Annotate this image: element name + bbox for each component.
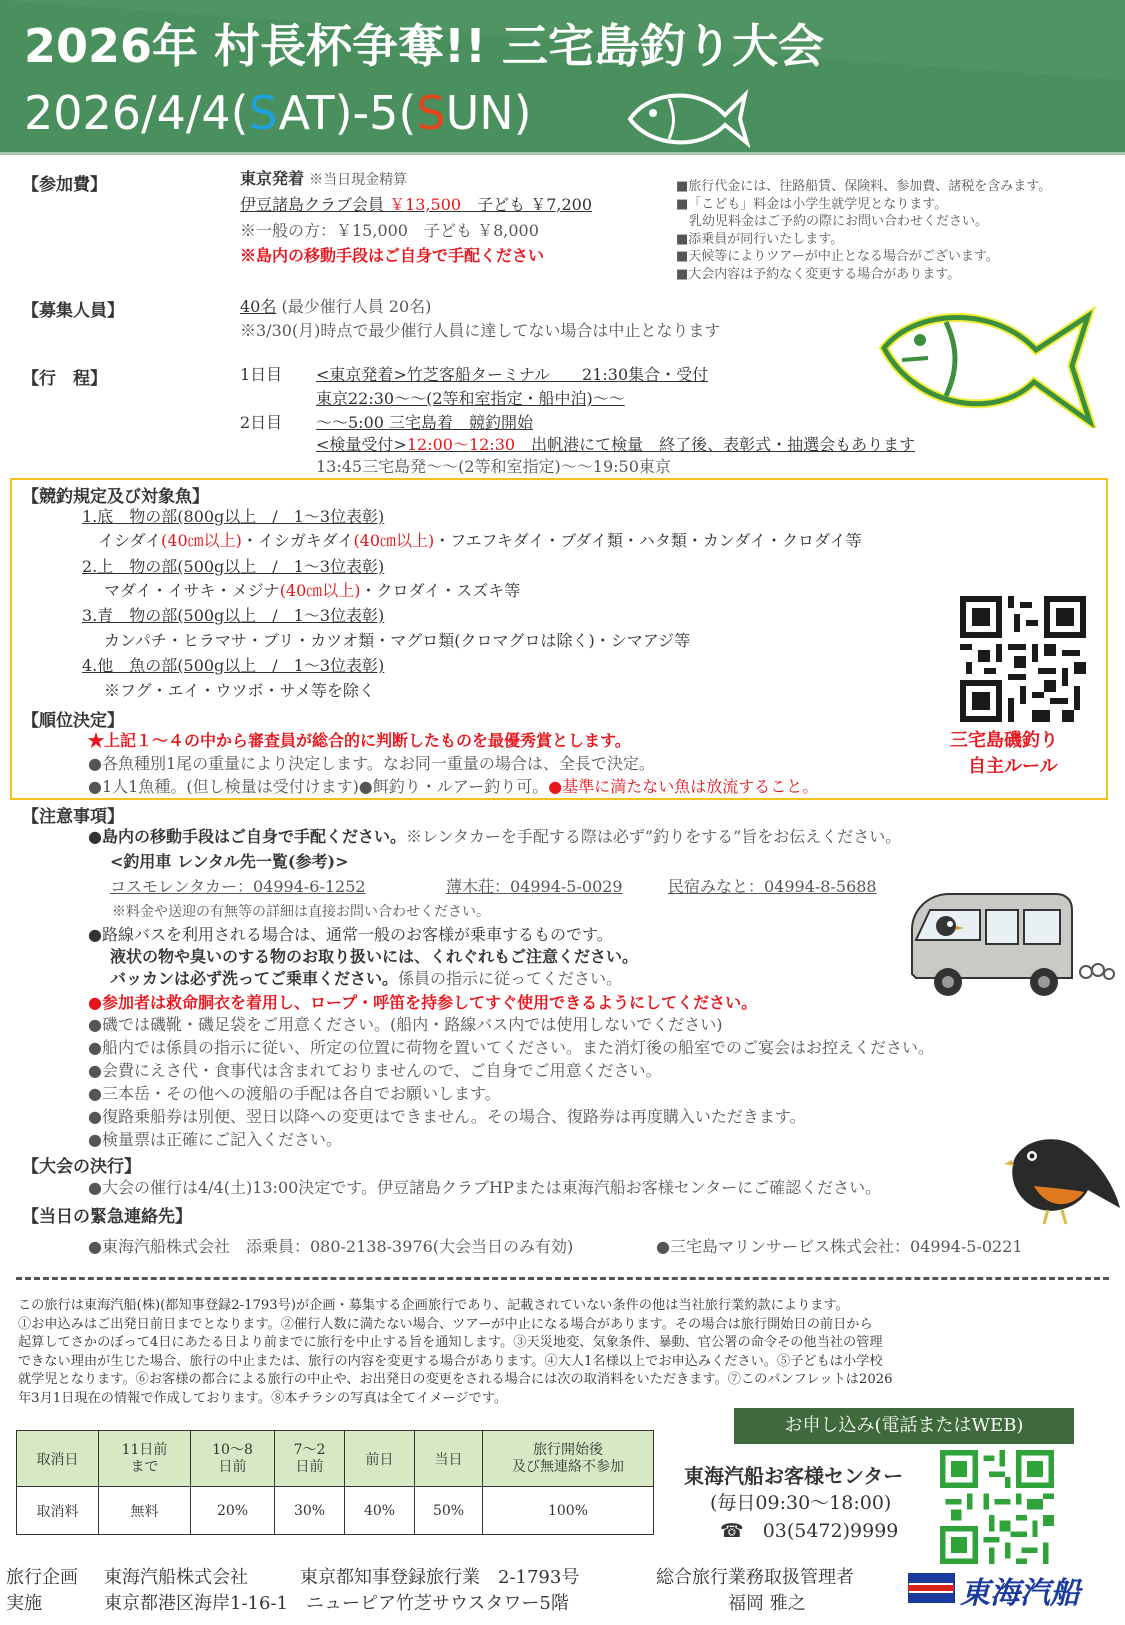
table-cell: 無料	[99, 1487, 191, 1535]
category-2-fish: マダイ・イサキ・メジナ(40㎝以上)・クロダイ・スズキ等	[104, 581, 521, 600]
fish-illustration-icon	[876, 300, 1098, 428]
day1-label: 1日目	[240, 365, 283, 384]
caution-weigh: ●検量票は正確にご記入ください。	[88, 1130, 342, 1149]
terms-block	[18, 1297, 893, 1408]
fees-member-price: 伊豆諸島クラブ会員 ￥13,500 子ども ￥7,200	[240, 195, 593, 214]
qr-code-apply-icon[interactable]	[940, 1450, 1054, 1564]
footer-registration: 東京都知事登録旅行業 2-1793号	[300, 1567, 580, 1588]
page-title: 2026年 村長杯争奪!! 三宅島釣り大会	[24, 19, 825, 73]
table-header: 7～2 日前	[275, 1431, 345, 1487]
fee-notes	[676, 178, 1051, 283]
day2-schedule-b: <検量受付>12:00～12:30 出帆港にて検量 終了後、表彰式・抽選会もあります	[316, 435, 916, 454]
category-4-title: 4.他 魚の部(500g以上 / 1～3位表彰)	[82, 656, 385, 675]
event-date: 2026/4/4(SAT)-5(SUN)	[24, 86, 532, 140]
fees-general-price: ※一般の方：￥15,000 子ども ￥8,000	[240, 221, 539, 240]
table-cell: 30%	[275, 1487, 345, 1535]
footer-manager-title: 総合旅行業務取扱管理者	[656, 1567, 854, 1588]
bird-illustration-icon	[1004, 1130, 1122, 1226]
decision-label: 【大会の決行】	[22, 1157, 141, 1177]
table-header: 前日	[345, 1431, 415, 1487]
ranking-rule-3: ●1人1魚種。(但し検量は受付けます)●餌釣り・ルアー釣り可。●基準に満たない魚は放流すること。	[88, 777, 819, 796]
cancellation-table	[16, 1430, 654, 1535]
recruit-count: 40名 (最少催行人員 20名)	[240, 297, 432, 316]
terms-line: 年3月1日現在の情報で作成しております。⑧本チラシの写真は全てイメージです。	[18, 1390, 508, 1406]
fee-note: ■旅行代金には、往路船賃、保険料、参加費、諸税を含みます。	[676, 179, 1052, 194]
rules-label: 【競釣規定及び対象魚】	[22, 487, 209, 507]
rental-cosmo: コスモレンタカー：04994-6-1252	[110, 877, 366, 896]
category-1-fish: イシダイ(40㎝以上)・イシガキダイ(40㎝以上)・フエフキダイ・ブダイ類・ハタ類・カンダイ・クロダイ等	[98, 531, 862, 550]
footer-company: 東海汽船株式会社	[104, 1567, 248, 1588]
qr-caption-line1: 三宅島磯釣り	[950, 730, 1058, 751]
decision-text: ●大会の催行は4/4(土)13:00決定です。伊豆諸島クラブHPまたは東海汽船お客様センターにご確認ください。	[88, 1178, 882, 1197]
rental-minato: 民宿みなと：04994-8-5688	[668, 877, 877, 896]
fee-note: ■大会内容は予約なく変更する場合があります。	[676, 266, 961, 282]
terms-line: できない理由が生じた場合、旅行の中止または、旅行の内容を変更する場合があります。④大人1名様以上でお申込みください。⑤子どもは小学校	[18, 1353, 883, 1369]
header-banner	[0, 0, 1125, 155]
emergency-label: 【当日の緊急連絡先】	[22, 1207, 192, 1227]
footer-manager-name: 福岡 雅之	[728, 1593, 806, 1614]
table-header: 取消日	[17, 1431, 99, 1487]
fees-label: 【参加費】	[22, 175, 107, 195]
caution-return: ●復路乗船券は別便、翌日以降への変更はできません。その場合、復路券は再度購入いただきます。	[88, 1107, 806, 1126]
recruit-label: 【募集人員】	[22, 301, 124, 321]
ranking-label: 【順位決定】	[22, 711, 124, 731]
van-illustration-icon	[906, 890, 1116, 1000]
terms-line: 就学児となります。⑥お客様の都合による旅行の中止や、お出発日の変更をされる場合には次の取消料をいただきます。⑦このパンフレットは2026	[18, 1372, 893, 1387]
day1-schedule-a: <東京発着>竹芝客船ターミナル 21:30集合・受付	[316, 365, 709, 384]
rental-usukiso: 薄木荘：04994-5-0029	[446, 877, 623, 896]
ranking-rule-2: ●各魚種別1尾の重量により決定します。なお同一重量の場合は、全長で決定。	[88, 754, 655, 773]
fee-note: 乳幼児料金はご予約の際にお問い合わせください。	[676, 214, 989, 229]
rental-list-title: <釣用車 レンタル先一覧(参考)>	[110, 852, 349, 871]
day2-schedule-c: 13:45三宅島発～～(2等和室指定)～～19:50東京	[316, 457, 671, 476]
customer-center-hours: (毎日09:30～18:00)	[710, 1492, 892, 1514]
fee-note: ■添乗員が同行いたします。	[676, 231, 844, 247]
category-4-exclusions: ※フグ・エイ・ウツボ・サメ等を除く	[104, 681, 375, 700]
company-logo: 東海汽船	[960, 1576, 1080, 1611]
footer-address: 東京都港区海岸1-16-1 ニューピア竹芝サウスタワー5階	[104, 1593, 569, 1614]
divider	[16, 1277, 1109, 1280]
terms-line: この旅行は東海汽船(株)(都知事登録2-1793号)が企画・募集する企画旅行であり、記載されていない条件の他は当社旅行業約款によります。	[18, 1298, 849, 1313]
day2-schedule-a: ～～5:00 三宅島着 競釣開始	[316, 413, 534, 432]
recruit-note: ※3/30(月)時点で最少催行人員に達してない場合は中止となります	[240, 321, 721, 340]
phone-icon: ☎	[720, 1520, 744, 1542]
fee-note: ■「こども」料金は小学生就学児となります。	[676, 196, 948, 212]
footer-plan-label: 旅行企画	[6, 1567, 78, 1588]
caution-shoes: ●磯では磯靴・磯足袋をご用意ください。(船内・路線バス内では使用しないでください)	[88, 1015, 723, 1034]
terms-line: 起算してさかのぼって4日にあたる日より前までに旅行を中止する旨を通知します。③天災地変、気象条件、暴動、官公署の命令その他当社の管理	[18, 1335, 883, 1350]
customer-center-phone[interactable]: ☎ 03(5472)9999	[720, 1520, 899, 1542]
table-cell: 取消料	[17, 1487, 99, 1535]
itinerary-label: 【行 程】	[22, 369, 107, 389]
caution-bakkan: バッカンは必ず洗ってご乗車ください。係員の指示に従ってください。	[110, 969, 623, 988]
customer-center-name: 東海汽船お客様センター	[684, 1464, 904, 1488]
caution-fees: ●会費にえさ代・食事代は含まれておりませんので、ご自身でご用意ください。	[88, 1061, 662, 1080]
day2-label: 2日目	[240, 413, 283, 432]
cautions-label: 【注意事項】	[22, 807, 124, 827]
caution-bus: ●路線バスを利用される場合は、通常一般のお客様が乗車するものです。	[88, 925, 613, 944]
caution-liquid: 液状の物や臭いのする物のお取り扱いには、くれぐれもご注意ください。	[110, 947, 639, 966]
fees-transport-note: ※島内の移動手段はご自身で手配ください	[240, 246, 545, 265]
fish-icon	[625, 85, 750, 153]
category-3-title: 3.青 物の部(500g以上 / 1～3位表彰)	[82, 606, 385, 625]
table-cell: 100%	[483, 1487, 654, 1535]
company-flag-icon	[908, 1570, 958, 1606]
table-cell: 20%	[191, 1487, 275, 1535]
table-header: 11日前 まで	[99, 1431, 191, 1487]
day1-schedule-b: 東京22:30～～(2等和室指定・船中泊)～～	[316, 389, 625, 408]
caution-transport: ●島内の移動手段はご自身で手配ください。※レンタカーを手配する際は必ず”釣りをする”旨をお伝えください。	[88, 827, 902, 846]
table-cell: 40%	[345, 1487, 415, 1535]
category-2-title: 2.上 物の部(500g以上 / 1～3位表彰)	[82, 557, 385, 576]
table-header: 10～8 日前	[191, 1431, 275, 1487]
cancellation-header-row	[17, 1431, 654, 1487]
emergency-contact-tokai: ●東海汽船株式会社 添乗員：080-2138-3976(大会当日のみ有効)	[88, 1237, 574, 1256]
fee-note: ■天候等によりツアーが中止となる場合がございます。	[676, 249, 999, 264]
category-3-fish: カンパチ・ヒラマサ・ブリ・カツオ類・マグロ類(クロマグロは除く)・シマアジ等	[104, 631, 691, 650]
caution-lifejacket: ●参加者は救命胴衣を着用し、ロープ・呼笛を持参してすぐ使用できるようにしてください。	[88, 993, 758, 1012]
footer-impl-label: 実施	[6, 1593, 42, 1614]
caution-ferry: ●三本岳・その他への渡船の手配は各自でお願いします。	[88, 1084, 501, 1103]
caution-ship: ●船内では係員の指示に従い、所定の位置に荷物を置いてください。また消灯後の船室でのご宴会はお控えください。	[88, 1038, 934, 1057]
table-header: 当日	[415, 1431, 483, 1487]
terms-line: ①お申込みはご出発日前日までとなります。②催行人数に満たない場合、ツアーが中止になる場合があります。その場合は旅行開始日の前日から	[18, 1316, 873, 1332]
table-cell: 50%	[415, 1487, 483, 1535]
rental-note: ※料金や送迎の有無等の詳細は直接お問い合わせください。	[112, 904, 490, 920]
cancellation-value-row	[17, 1487, 654, 1535]
category-1-title: 1.底 物の部(800g以上 / 1～3位表彰)	[82, 507, 385, 526]
apply-banner: お申し込み(電話またはWEB)	[734, 1408, 1074, 1444]
fees-departure: 東京発着 ※当日現金精算	[240, 169, 408, 188]
emergency-contact-marine: ●三宅島マリンサービス株式会社：04994-5-0221	[656, 1237, 1023, 1256]
qr-code-rules-icon[interactable]	[960, 596, 1086, 722]
table-header: 旅行開始後 及び無連絡不参加	[483, 1431, 654, 1487]
qr-caption-line2: 自主ルール	[968, 756, 1058, 777]
ranking-rule-1: ★上記１～４の中から審査員が総合的に判断したものを最優秀賞とします。	[88, 731, 631, 750]
